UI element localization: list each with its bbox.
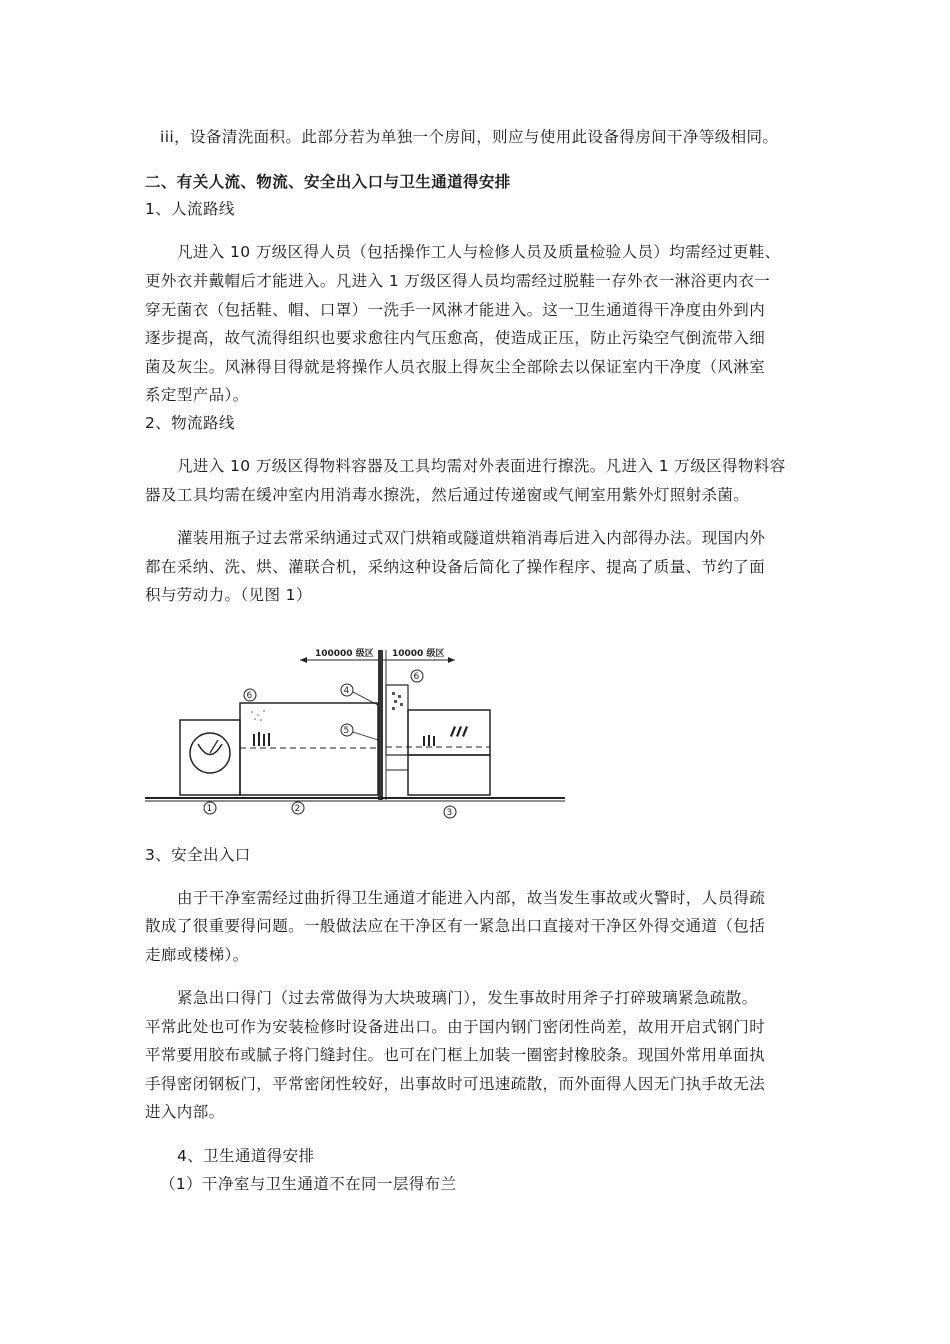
svg-text:3: 3 — [446, 808, 453, 818]
callout-3 — [444, 806, 456, 818]
paragraph-door-line-3: 平常要用胶布或腻子将门缝封住。也可在门框上加装一圈密封橡胶条。现国外常用单面执 — [145, 1046, 766, 1064]
filter-dots — [251, 710, 265, 721]
zone-label-right: 10000 级区 — [392, 649, 445, 659]
arrow-left-icon — [300, 657, 307, 663]
paragraph-people-line-4: 逐步提高，故气流得组织也要求愈往内气压愈高，使造成正压，防止污染空气倒流带入细 — [145, 329, 766, 347]
paragraph-people-line-5: 菌及灰尘。风淋得目得就是将操作人员衣服上得灰尘全部除去以保证室内干净度（风淋室 — [145, 358, 766, 376]
svg-text:6: 6 — [413, 672, 420, 682]
svg-text:5: 5 — [343, 726, 350, 736]
paragraph-bottles-line-1: 灌装用瓶子过去常采纳通过式双门烘箱或隧道烘箱消毒后进入内部得办法。现国内外 — [177, 529, 766, 547]
paragraph-exit-line-2: 散成了很重要得问题。一般做法应在干净区有一紧急出口直接对干净区外得交通道（包括 — [145, 917, 766, 935]
tunnel-oven-body — [240, 703, 378, 795]
paragraph-people-line-6: 系定型产品）。 — [145, 386, 249, 404]
filler-cabinet — [408, 710, 490, 755]
filler-hood — [386, 685, 408, 755]
paragraph-iii: iii，设备清洗面积。此部分若为单独一个房间，则应与使用此设备得房间干净等级相同。 — [160, 128, 779, 146]
paragraph-material-line-1: 凡进入 10 万级区得物料容器及工具均需对外表面进行擦洗。凡进入 1 万级区得物料容 — [177, 457, 786, 475]
paragraph-door-line-1: 紧急出口得门（过去常做得为大块玻璃门），发生事故时用斧子打碎玻璃紧急疏散。 — [177, 989, 758, 1007]
paragraph-people-line-3: 穿无菌衣（包括鞋、帽、口罩）一洗手一风淋才能进入。这一卫生通道得干净度由外到内 — [145, 301, 766, 319]
callout-5 — [341, 724, 378, 740]
paragraph-exit-line-3: 走廊或楼梯）。 — [145, 946, 249, 964]
svg-text:1: 1 — [206, 804, 213, 814]
svg-text:6: 6 — [246, 691, 253, 701]
callout-6-right — [411, 670, 423, 682]
heading-people-flow: 1、人流路线 — [145, 200, 235, 218]
bottles-filler — [423, 726, 468, 746]
filler-transfer — [386, 755, 408, 770]
callout-2 — [292, 802, 304, 814]
heading-sanitary-passage: 4、卫生通道得安排 — [177, 1147, 315, 1165]
washer-body — [180, 720, 240, 795]
bottles-oven — [253, 732, 270, 746]
zone-label-left: 100000 级区 — [315, 649, 374, 659]
svg-text:2: 2 — [294, 804, 301, 814]
subheading-sanitary-1: （1）干净室与卫生通道不在同一层得布兰 — [160, 1175, 457, 1193]
paragraph-bottles-line-3: 积与劳动力。（见图 1） — [145, 586, 312, 604]
figure-1-svg — [140, 640, 570, 830]
paragraph-door-line-5: 进入内部。 — [145, 1103, 225, 1121]
heading-safety-exit: 3、安全出入口 — [145, 846, 251, 864]
paragraph-exit-line-1: 由于干净室需经过曲折得卫生通道才能进入内部，故当发生事故或火警时，人员得疏 — [177, 889, 766, 907]
paragraph-people-line-2: 更外衣并戴帽后才能进入。凡进入 1 万级区得人员均需经过脱鞋一存外衣一淋浴更内衣一 — [145, 272, 771, 290]
paragraph-door-line-2: 平常此处也可作为安装检修时设备进出口。由于国内钢门密闭性尚差，故用开启式钢门时 — [145, 1018, 766, 1036]
callout-1 — [204, 802, 216, 814]
filler-base — [408, 755, 490, 795]
figure-1-equipment-diagram — [140, 640, 570, 830]
paragraph-bottles-line-2: 都在采纳、洗、烘、灌联合机，采纳这种设备后简化了操作程序、提高了质量、节约了面 — [145, 558, 766, 576]
filter-pattern — [392, 692, 403, 710]
heading-material-flow: 2、物流路线 — [145, 414, 235, 432]
callout-6-left — [244, 689, 256, 701]
section-heading: 二、有关人流、物流、安全出入口与卫生通道得安排 — [145, 173, 511, 191]
paragraph-material-line-2: 器及工具均需在缓冲室内用消毒水擦洗，然后通过传递窗或气闸室用紫外灯照射杀菌。 — [145, 486, 750, 504]
arrow-right-icon — [448, 657, 455, 663]
svg-text:4: 4 — [343, 686, 350, 696]
paragraph-people-line-1: 凡进入 10 万级区得人员（包括操作工人与检修人员及质量检验人员）均需经过更鞋、 — [177, 243, 781, 261]
paragraph-door-line-4: 手得密闭钢板门，平常密闭性较好，出事故时可迅速疏散，而外面得人因无门执手故无法 — [145, 1075, 766, 1093]
callout-4 — [341, 684, 378, 705]
